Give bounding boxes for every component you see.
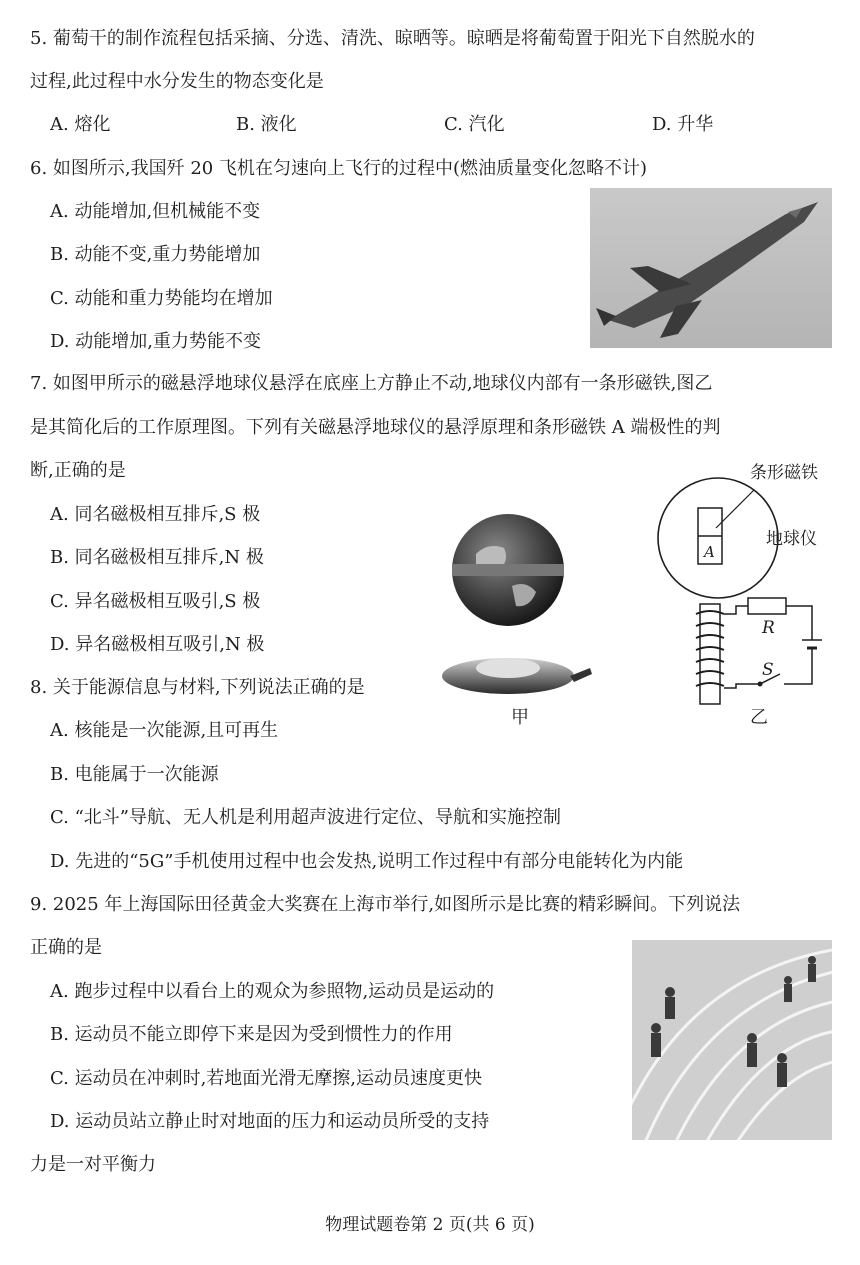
q6-fighter-jet-photo (590, 188, 832, 348)
q7-option-a: A. 同名磁极相互排斥,S 极 (50, 504, 261, 525)
q6-option-c: C. 动能和重力势能均在增加 (50, 288, 273, 309)
page-footer: 物理试题卷第 2 页(共 6 页) (325, 1215, 535, 1235)
q8-option-d: D. 先进的“5G”手机使用过程中也会发热,说明工作过程中有部分电能转化为内能 (50, 851, 684, 872)
q9-option-d: D. 运动员站立静止时对地面的压力和运动员所受的支持 (50, 1111, 490, 1132)
q7-resistor-label: R (762, 618, 775, 638)
maglev-globe-icon (440, 508, 640, 708)
q6-option-d: D. 动能增加,重力势能不变 (50, 331, 261, 352)
q7-magnet-label: 条形磁铁 (750, 463, 818, 483)
q5-option-b: B. 液化 (236, 114, 297, 135)
q7-figure-yi-caption: 乙 (750, 707, 768, 728)
q7-globe-label: 地球仪 (766, 529, 817, 549)
q7-stem-line-2: 是其简化后的工作原理图。下列有关磁悬浮地球仪的悬浮原理和条形磁铁 A 端极性的判 (30, 417, 721, 438)
q6-option-b: B. 动能不变,重力势能增加 (50, 244, 261, 265)
q9-option-d-continuation: 力是一对平衡力 (30, 1154, 156, 1175)
q8-stem-line-1: 8. 关于能源信息与材料,下列说法正确的是 (30, 677, 365, 698)
q5-stem-line-2: 过程,此过程中水分发生的物态变化是 (30, 71, 324, 92)
q9-option-b: B. 运动员不能立即停下来是因为受到惯性力的作用 (50, 1024, 453, 1045)
q7-switch-label: S (762, 660, 774, 680)
q7-principle-diagram (652, 456, 842, 726)
q7-figure-jia-caption: 甲 (511, 707, 529, 728)
q6-option-a: A. 动能增加,但机械能不变 (50, 201, 261, 222)
q8-option-c: C. “北斗”导航、无人机是利用超声波进行定位、导航和实施控制 (50, 807, 561, 828)
q9-option-a: A. 跑步过程中以看台上的观众为参照物,运动员是运动的 (50, 981, 495, 1002)
q7-end-a-label: A (704, 543, 715, 561)
fighter-jet-icon (590, 188, 832, 348)
q7-stem-line-3: 断,正确的是 (30, 460, 126, 481)
q7-option-c: C. 异名磁极相互吸引,S 极 (50, 591, 261, 612)
q7-option-d: D. 异名磁极相互吸引,N 极 (50, 634, 265, 655)
q5-option-a: A. 熔化 (50, 114, 111, 135)
q9-track-race-photo (632, 940, 832, 1140)
q8-option-b: B. 电能属于一次能源 (50, 764, 219, 785)
q9-option-c: C. 运动员在冲刺时,若地面光滑无摩擦,运动员速度更快 (50, 1068, 483, 1089)
q9-stem-line-2: 正确的是 (30, 937, 102, 958)
running-track-icon (632, 940, 832, 1140)
q8-option-a: A. 核能是一次能源,且可再生 (50, 720, 279, 741)
q5-option-d: D. 升华 (652, 114, 714, 135)
q5-option-c: C. 汽化 (444, 114, 505, 135)
q5-stem-line-1: 5. 葡萄干的制作流程包括采摘、分选、清洗、晾晒等。晾晒是将葡萄置于阳光下自然脱水的 (30, 28, 755, 49)
q6-stem-line-1: 6. 如图所示,我国歼 20 飞机在匀速向上飞行的过程中(燃油质量变化忽略不计) (30, 158, 648, 179)
q7-option-b: B. 同名磁极相互排斥,N 极 (50, 547, 264, 568)
circuit-diagram (652, 456, 842, 726)
q9-stem-line-1: 9. 2025 年上海国际田径黄金大奖赛在上海市举行,如图所示是比赛的精彩瞬间。下列说法 (30, 894, 741, 915)
q7-stem-line-1: 7. 如图甲所示的磁悬浮地球仪悬浮在底座上方静止不动,地球仪内部有一条形磁铁,图乙 (30, 373, 713, 394)
q7-maglev-globe-photo (440, 508, 640, 708)
